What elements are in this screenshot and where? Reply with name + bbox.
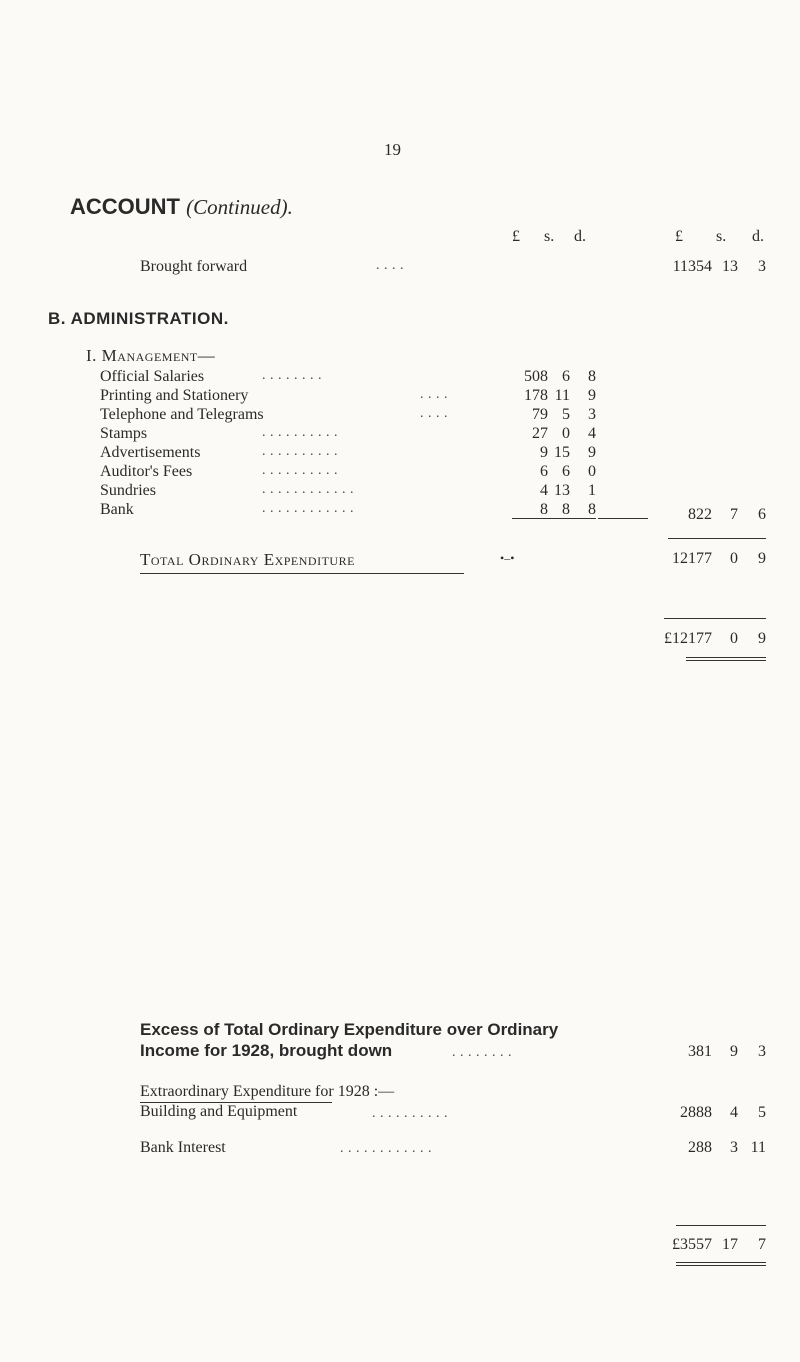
brought-forward-pence: 3 [758,258,766,275]
management-item-label: Printing and Stationery [100,387,249,404]
management-item-pounds: 9 [540,444,548,461]
extraordinary-dots: . . . . . . . . . . [372,1106,448,1121]
management-subtotal-pence: 6 [758,506,766,523]
bank-interest-pence: 11 [750,1139,766,1156]
total-ordinary-underline [140,573,464,574]
management-item-pence: 9 [588,444,596,461]
management-item-pence: 8 [588,368,596,385]
outer-pence-header: d. [752,228,764,245]
outer-pounds-header: £ [675,228,683,245]
management-item-label: Sundries [100,482,156,499]
management-item-shillings: 6 [562,463,570,480]
total-ordinary-label: Total Ordinary Expenditure [140,550,355,569]
management-item-shillings: 13 [554,482,570,499]
management-item-shillings: 11 [554,387,570,404]
excess-shillings: 9 [730,1043,738,1060]
management-item-pence: 4 [588,425,596,442]
subtotal-underline [668,538,766,539]
management-item-pence: 9 [588,387,596,404]
total-ordinary-arrow: •–• [500,551,515,565]
brought-forward-shillings: 13 [722,258,738,275]
inner-shillings-header: s. [544,228,555,245]
management-item-pounds: 79 [532,406,548,423]
management-item-label: Stamps [100,425,148,442]
management-item-dots: . . . . [420,406,448,421]
management-item-pounds: 8 [540,501,548,518]
management-heading: I. Management— [86,346,216,365]
extraordinary-pence: 5 [758,1104,766,1121]
extraordinary-pounds: 2888 [680,1104,712,1121]
grand-total-top-double-2 [686,660,766,661]
brought-forward-pounds: 11354 [672,258,712,275]
management-item-label: Bank [100,501,134,518]
page-heading [70,194,293,220]
bank-interest-label: Bank Interest [140,1139,226,1156]
excess-dots: . . . . . . . . [452,1045,512,1060]
management-item-shillings: 15 [554,444,570,461]
total-ordinary-pence: 9 [758,550,766,567]
management-item-dots: . . . . . . . . . . [262,444,338,459]
management-item-shillings: 6 [562,368,570,385]
management-item-dots: . . . . . . . . [262,368,322,383]
extraordinary-shillings: 4 [730,1104,738,1121]
grand-total-top-pence: 9 [758,630,766,647]
management-item-label: Official Salaries [100,368,205,385]
management-item-pounds: 6 [540,463,548,480]
management-item-pounds: 508 [524,368,548,385]
bank-interest-shillings: 3 [730,1139,738,1156]
management-item-pence: 1 [588,482,596,499]
management-item-shillings: 8 [562,501,570,518]
excess-pence: 3 [758,1043,766,1060]
section-b-title: B. ADMINISTRATION. [48,309,229,328]
management-item-shillings: 0 [562,425,570,442]
heading-main: ACCOUNT [70,194,180,219]
grand-total-top-double-1 [686,657,766,658]
management-item-label: Auditor's Fees [100,463,193,480]
management-item-pence: 8 [588,501,596,518]
grand-total-bottom-double-1 [676,1262,766,1263]
management-item-dots: . . . . . . . . . . . . [262,482,354,497]
management-subtotal-shillings: 7 [730,506,738,523]
excess-line2: Income for 1928, brought down [140,1041,393,1060]
extraordinary-heading: Extraordinary Expenditure for 1928 :— [140,1083,395,1100]
grand-total-bottom-rule [676,1225,766,1226]
excess-pounds: 381 [688,1043,712,1060]
management-item-pence: 3 [588,406,596,423]
grand-total-top-pounds: £12177 [664,630,712,647]
management-item-label: Advertisements [100,444,201,461]
total-ordinary-pounds: 12177 [672,550,712,567]
extraordinary-item-label: Building and Equipment [140,1103,298,1120]
management-item-dots: . . . . . . . . . . [262,463,338,478]
management-item-pounds: 27 [532,425,548,442]
bank-interest-dots: . . . . . . . . . . . . [340,1141,432,1156]
management-item-label: Telephone and Telegrams [100,406,264,423]
grand-total-bottom-shillings: 17 [722,1236,738,1253]
outer-shillings-header: s. [716,228,727,245]
grand-total-bottom-pence: 7 [758,1236,766,1253]
management-item-pounds: 178 [524,387,548,404]
excess-line1: Excess of Total Ordinary Expenditure over Ordinary [140,1020,559,1039]
grand-total-bottom-pounds: £3557 [672,1236,712,1253]
management-item-pence: 0 [588,463,596,480]
heading-suffix: (Continued). [186,195,293,219]
bank-interest-pounds: 288 [688,1139,712,1156]
management-item-dots: . . . . . . . . . . [262,425,338,440]
extraordinary-underline [140,1102,332,1103]
subtotal-rule [512,518,596,519]
management-item-dots: . . . . . . . . . . . . [262,501,354,516]
management-item-pounds: 4 [540,482,548,499]
management-item-dots: . . . . [420,387,448,402]
page-number: 19 [384,140,401,159]
brought-forward-dots: . . . . [376,258,404,273]
grand-total-top-rule [664,618,766,619]
inner-pence-header: d. [574,228,586,245]
brought-forward-label: Brought forward [140,258,248,275]
inner-pounds-header: £ [512,228,520,245]
management-item-shillings: 5 [562,406,570,423]
total-ordinary-shillings: 0 [730,550,738,567]
grand-total-bottom-double-2 [676,1265,766,1266]
management-subtotal-pounds: 822 [688,506,712,523]
grand-total-top-shillings: 0 [730,630,738,647]
